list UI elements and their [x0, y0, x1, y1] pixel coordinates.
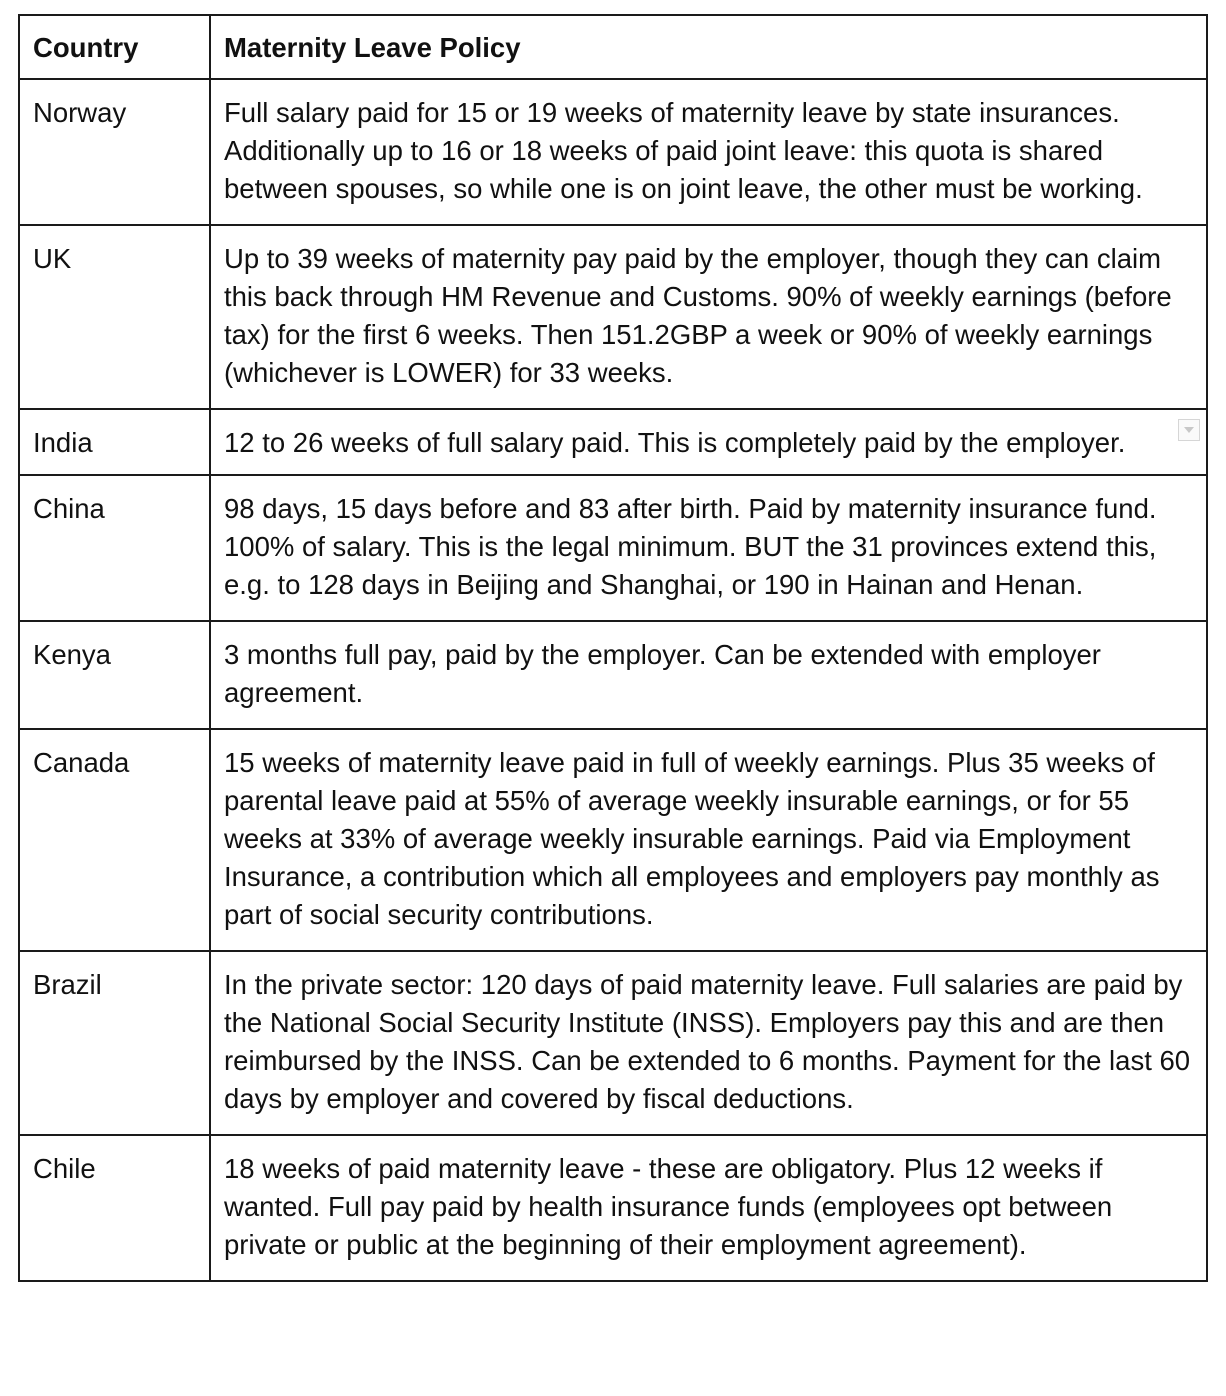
policy-cell[interactable]: 15 weeks of maternity leave paid in full of weekly earnings. Plus 35 weeks of parental leave paid at 55% of average weekly insurable earnings, or for 55 weeks at 33% of average weekly insurable earnings. Paid via Employment Insurance, a contribution which all employees and employers pay monthly as part of social security contributions.: [210, 729, 1207, 951]
table-row: [19, 951, 1207, 1135]
table-row: [19, 409, 1207, 475]
table-row: [19, 1135, 1207, 1281]
country-cell[interactable]: Norway: [19, 79, 210, 225]
policy-cell[interactable]: Full salary paid for 15 or 19 weeks of maternity leave by state insurances. Additionally up to 16 or 18 weeks of paid joint leave: this quota is shared between spouses, so while one is on joint leave, the other must be working.: [210, 79, 1207, 225]
country-cell[interactable]: Chile: [19, 1135, 210, 1281]
country-cell[interactable]: UK: [19, 225, 210, 409]
header-country[interactable]: Country: [19, 15, 210, 79]
country-cell[interactable]: Kenya: [19, 621, 210, 729]
table-row: [19, 79, 1207, 225]
table-row: [19, 621, 1207, 729]
chevron-down-icon[interactable]: [1178, 419, 1200, 441]
table-row: [19, 475, 1207, 621]
policy-cell[interactable]: 18 weeks of paid maternity leave - these are obligatory. Plus 12 weeks if wanted. Full pay paid by health insurance funds (employees opt between private or public at the beginning of their employment agreement).: [210, 1135, 1207, 1281]
table-row: [19, 729, 1207, 951]
table-row: [19, 225, 1207, 409]
country-cell[interactable]: Canada: [19, 729, 210, 951]
country-cell[interactable]: China: [19, 475, 210, 621]
policy-cell[interactable]: 98 days, 15 days before and 83 after birth. Paid by maternity insurance fund. 100% of salary. This is the legal minimum. BUT the 31 provinces extend this, e.g. to 128 days in Beijing and Shanghai, or 190 in Hainan and Henan.: [210, 475, 1207, 621]
header-row: [19, 15, 1207, 79]
maternity-leave-table: [18, 14, 1208, 1282]
country-cell[interactable]: Brazil: [19, 951, 210, 1135]
country-cell[interactable]: India: [19, 409, 210, 475]
policy-cell[interactable]: In the private sector: 120 days of paid maternity leave. Full salaries are paid by the National Social Security Institute (INSS). Employers pay this and are then reimbursed by the INSS. Can be extended to 6 months. Payment for the last 60 days by employer and covered by fiscal deductions.: [210, 951, 1207, 1135]
policy-text: 12 to 26 weeks of full salary paid. This is completely paid by the employer.: [224, 427, 1126, 458]
header-policy[interactable]: Maternity Leave Policy: [210, 15, 1207, 79]
maternity-leave-table-container: [18, 14, 1206, 1282]
policy-cell-with-dropdown[interactable]: [210, 409, 1207, 475]
policy-cell[interactable]: 3 months full pay, paid by the employer. Can be extended with employer agreement.: [210, 621, 1207, 729]
policy-cell[interactable]: Up to 39 weeks of maternity pay paid by the employer, though they can claim this back through HM Revenue and Customs. 90% of weekly earnings (before tax) for the first 6 weeks. Then 151.2GBP a week or 90% of weekly earnings (whichever is LOWER) for 33 weeks.: [210, 225, 1207, 409]
